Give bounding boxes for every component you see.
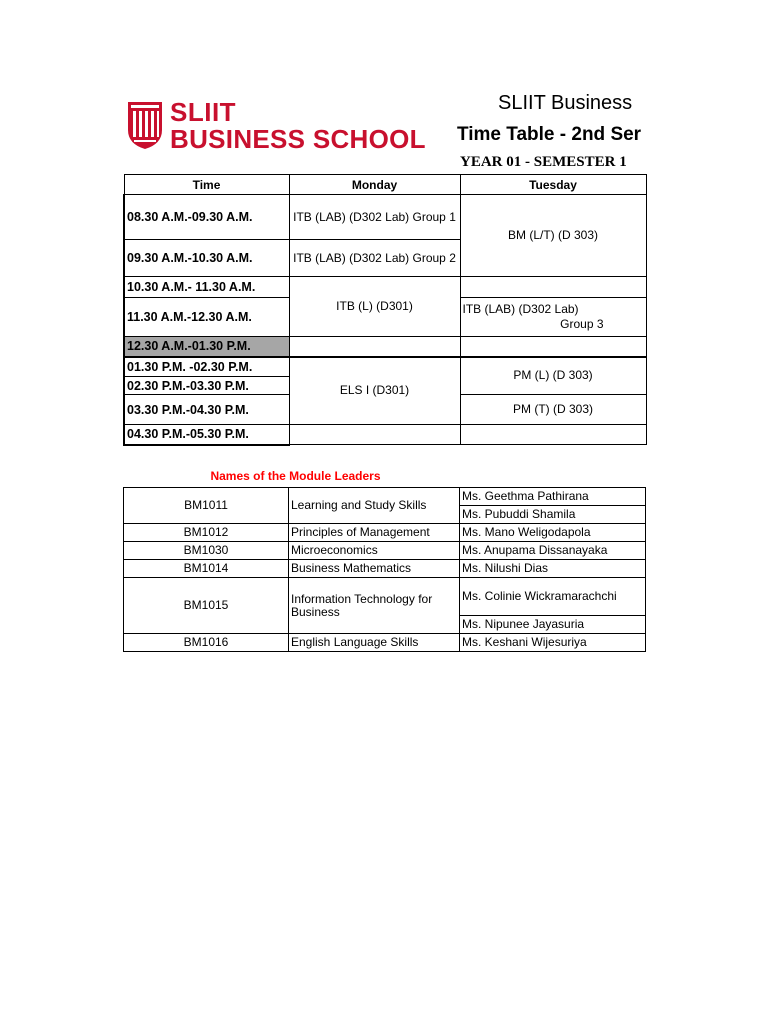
module-name: Microeconomics <box>289 542 460 560</box>
time-slot: 02.30 P.M.-03.30 P.M. <box>124 377 289 395</box>
module-leader: Ms. Colinie Wickramarachchi <box>460 578 646 616</box>
module-row <box>124 560 646 578</box>
header-tuesday: Tuesday <box>460 175 646 195</box>
subtitle-container <box>0 124 644 152</box>
module-row <box>124 542 646 560</box>
time-slot: 01.30 P.M. -02.30 P.M. <box>124 357 289 377</box>
tuesday-class: PM (L) (D 303) <box>460 357 646 395</box>
monday-class: ITB (LAB) (D302 Lab) Group 2 <box>289 240 460 277</box>
module-leader: Ms. Mano Weligodapola <box>460 524 646 542</box>
tuesday-empty-cell <box>460 425 646 445</box>
tuesday-class-line1: ITB (LAB) (D302 Lab) <box>462 302 579 316</box>
module-leader: Ms. Nipunee Jayasuria <box>460 616 646 634</box>
module-name: English Language Skills <box>289 634 460 652</box>
monday-empty-cell <box>289 337 460 357</box>
tuesday-class <box>460 298 646 337</box>
tuesday-class-line2: Group 3 <box>560 317 604 331</box>
tuesday-empty-cell <box>460 277 646 298</box>
module-leader: Ms. Pubuddi Shamila <box>460 506 646 524</box>
monday-class: ITB (L) (D301) <box>289 277 460 337</box>
timetable-row <box>124 425 646 445</box>
module-code: BM1011 <box>124 488 289 524</box>
module-code: BM1030 <box>124 542 289 560</box>
time-slot-lunch: 12.30 A.M.-01.30 P.M. <box>124 337 289 357</box>
module-row <box>124 524 646 542</box>
timetable-row <box>124 357 646 377</box>
module-name: Learning and Study Skills <box>289 488 460 524</box>
monday-class: ITB (LAB) (D302 Lab) Group 1 <box>289 195 460 240</box>
timetable <box>123 174 647 446</box>
logo-text-sliit: SLIIT <box>170 97 237 127</box>
timetable-row-lunch <box>124 337 646 357</box>
module-name: Business Mathematics <box>289 560 460 578</box>
module-leader: Ms. Keshani Wijesuriya <box>460 634 646 652</box>
time-slot: 10.30 A.M.- 11.30 A.M. <box>124 277 289 298</box>
module-code: BM1015 <box>124 578 289 634</box>
module-leaders-caption: Names of the Module Leaders <box>210 469 381 483</box>
page-subtitle: Time Table - 2nd Ser <box>457 124 642 145</box>
year-semester-container <box>0 154 644 176</box>
module-code: BM1016 <box>124 634 289 652</box>
page-title: SLIIT Business <box>498 92 633 114</box>
module-leaders-table <box>123 487 646 652</box>
module-leader: Ms. Nilushi Dias <box>460 560 646 578</box>
timetable-row <box>124 277 646 298</box>
module-row <box>124 634 646 652</box>
module-leader: Ms. Geethma Pathirana <box>460 488 646 506</box>
module-leader: Ms. Anupama Dissanayaka <box>460 542 646 560</box>
header-monday: Monday <box>289 175 460 195</box>
module-code: BM1012 <box>124 524 289 542</box>
module-code: BM1014 <box>124 560 289 578</box>
tuesday-empty-cell <box>460 337 646 357</box>
tuesday-class: PM (T) (D 303) <box>460 395 646 425</box>
tuesday-class: BM (L/T) (D 303) <box>460 195 646 277</box>
time-slot: 08.30 A.M.-09.30 A.M. <box>124 195 289 240</box>
time-slot: 04.30 P.M.-05.30 P.M. <box>124 425 289 445</box>
module-row <box>124 488 646 506</box>
title-container <box>0 92 644 122</box>
timetable-row <box>124 195 646 240</box>
time-slot: 03.30 P.M.-04.30 P.M. <box>124 395 289 425</box>
module-name: Information Technology for Business <box>289 578 460 634</box>
logo-text-business-school: BUSINESS SCHOOL <box>170 124 426 154</box>
time-slot: 09.30 A.M.-10.30 A.M. <box>124 240 289 277</box>
header-time: Time <box>124 175 289 195</box>
module-row <box>124 578 646 616</box>
timetable-header-row <box>124 175 646 195</box>
year-semester-heading: YEAR 01 - SEMESTER 1 <box>460 154 627 170</box>
monday-class: ELS I (D301) <box>289 357 460 425</box>
module-name: Principles of Management <box>289 524 460 542</box>
time-slot: 11.30 A.M.-12.30 A.M. <box>124 298 289 337</box>
monday-empty-cell <box>289 425 460 445</box>
